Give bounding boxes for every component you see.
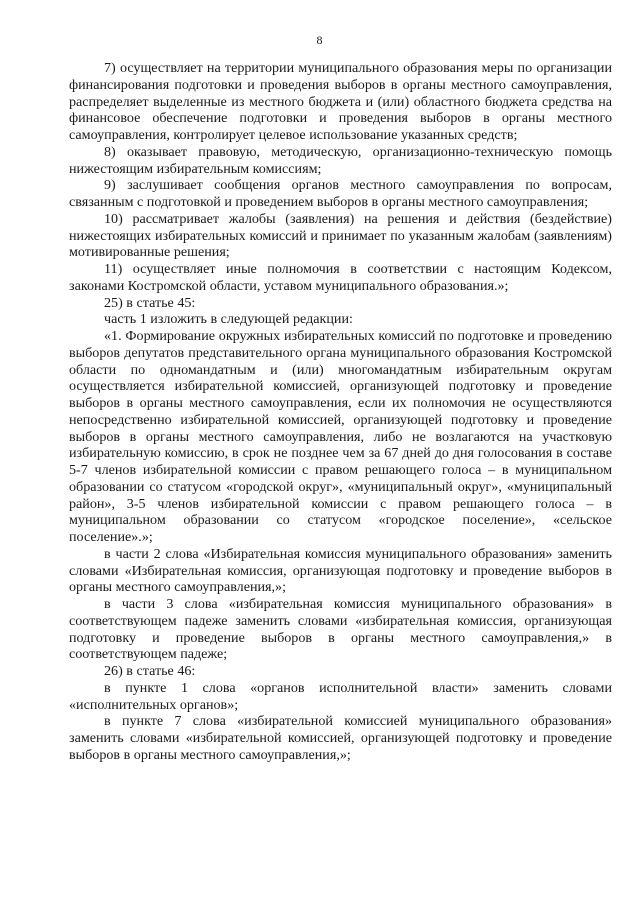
paragraph-item-10: 10) рассматривает жалобы (заявления) на решения и действия (бездействие) нижестоящих избирательных комиссий и принимает по указанным жалобам (заявлениям) мотивированные решения; [69,210,612,261]
paragraph-point-25: 25) в статье 45: [104,294,196,311]
paragraph-item-7: 7) осуществляет на территории муниципального образования меры по организации финансирования подготовки и проведения выборов в органы местного самоуправления, распределяет выделенные из местного бюджета и (или) областного бюджета средства на финансовое обеспечение подготовки и проведения выборов в органы местного самоуправления, контролирует целевое использование указанных средств; [69,60,612,143]
paragraph-item7-amendment: в пункте 7 слова «избирательной комиссией муниципального образования» заменить словами «избирательной комиссией, организующей подготовку и проведение выборов в органы местного самоуправления,»; [69,713,612,763]
paragraph-item-11: 11) осуществляет иные полномочия в соответствии с настоящим Кодексом, законами Костромской области, уставом муниципального образования.»; [69,261,612,294]
paragraph-item-8: 8) оказывает правовую, методическую, организационно-техническую помощь нижестоящим избирательным комиссиям; [69,143,612,177]
paragraph-part3-amendment: в части 3 слова «избирательная комиссия муниципального образования» в соответствующем падеже заменить словами «избирательная комиссия, организующая подготовку и проведение выборов в органы местного самоуправления,» в соответствующем падеже; [69,596,612,663]
paragraph-part2-amendment: в части 2 слова «Избирательная комиссия муниципального образования» заменить словами «Избирательная комиссия, организующая подготовку и проведение выборов в органы местного самоуправления,»; [69,545,612,596]
paragraph-point-26: 26) в статье 46: [104,663,196,679]
paragraph-part1-text: «1. Формирование окружных избирательных комиссий по подготовке и проведению выборов депутатов представительного органа муниципального образования Костромской области по одномандатным и (или) многомандатным избирательным округам осуществляется избирательной комиссией, организующей подготовку и проведение выборов в органы местного самоуправления, если их полномочия не осуществляются непосредственно избирательной комиссией, организующей подготовку и проведение выборов в органы местного самоуправления, либо не возлагаются на участковую избирательную комиссию, в срок не позднее чем за 67 дней до дня голосования в составе 5-7 членов избирательной комиссии с правом решающего голоса – в муниципальном образовании со статусом «городской округ», «муниципальный округ», «муниципальный район», 3-5 членов избирательной комиссии с правом решающего голоса – в муниципальном образовании со статусом «городское поселение», «сельское поселение».»; [69,328,612,545]
document-body [69,60,612,764]
paragraph-item-9: 9) заслушивает сообщения органов местного самоуправления по вопросам, связанным с подготовкой и проведением выборов в органы местного самоуправления; [69,177,612,210]
paragraph-part1-instruction: часть 1 изложить в следующей редакции: [104,311,353,328]
page-number: 8 [316,33,323,47]
paragraph-item1-amendment: в пункте 1 слова «органов исполнительной власти» заменить словами «исполнительных органов»; [69,679,612,713]
